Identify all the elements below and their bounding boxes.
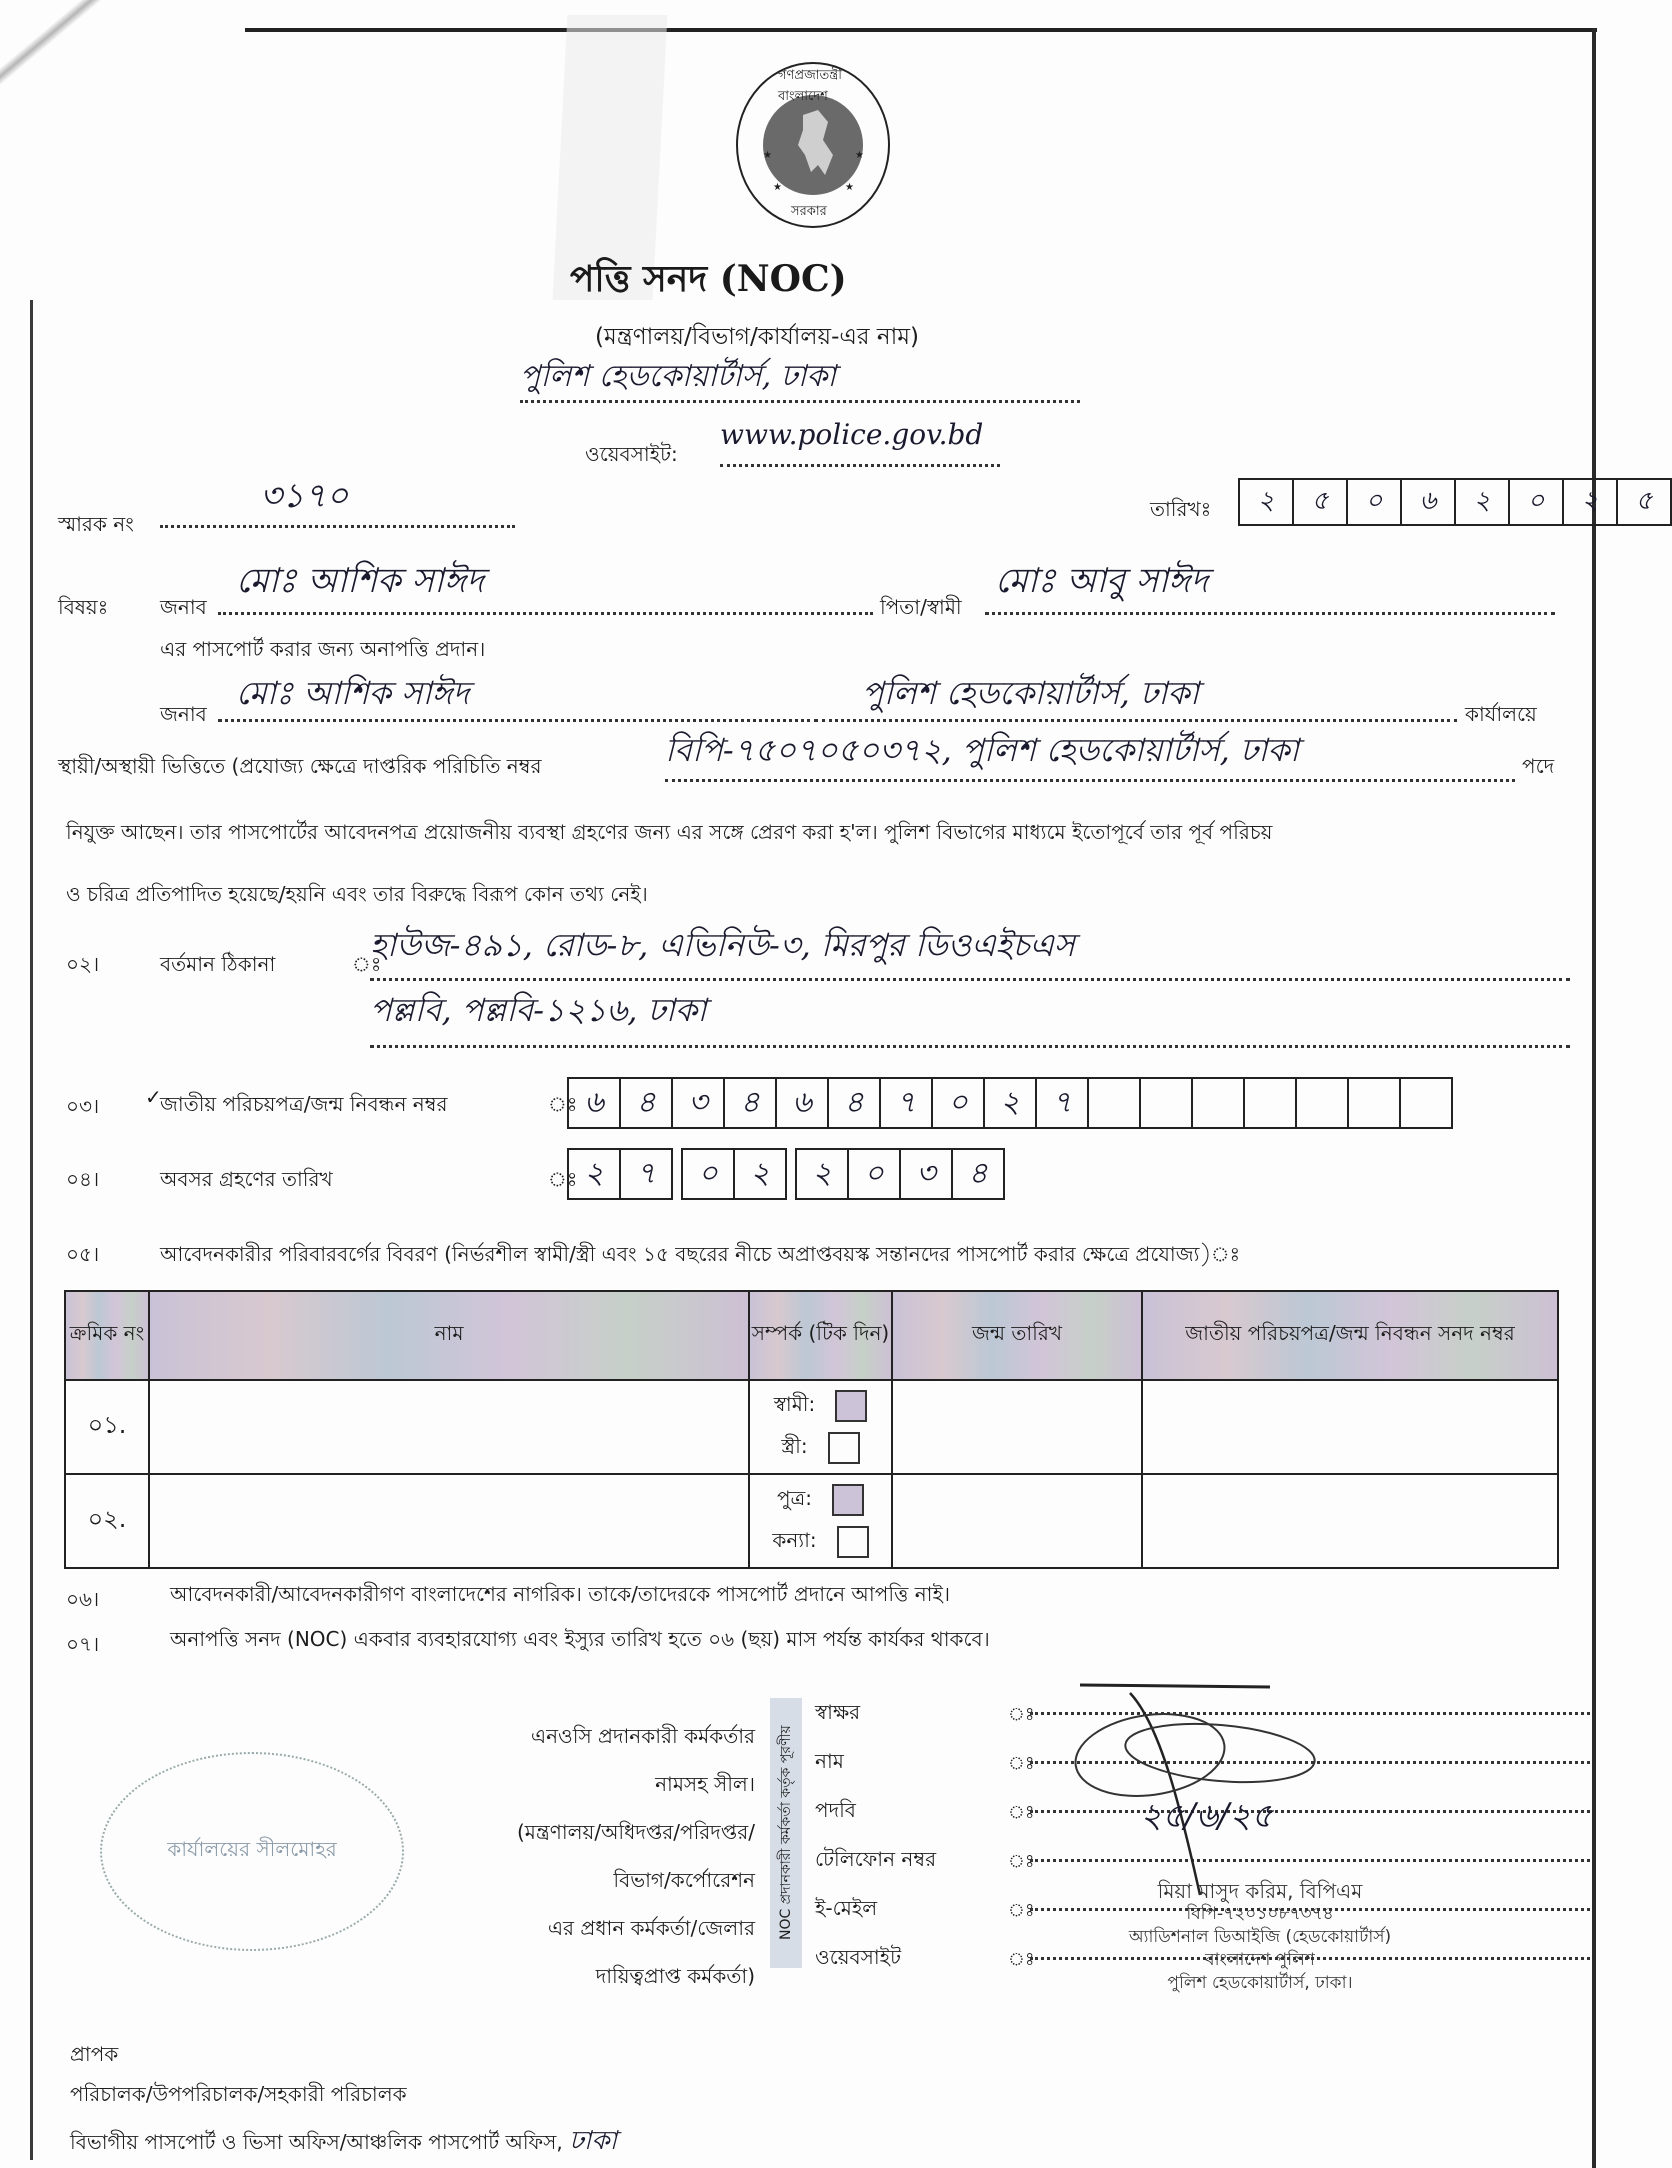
date-digit-box[interactable]: ০ xyxy=(1348,480,1402,524)
field-website-label: ওয়েবসাইট xyxy=(815,1945,901,1969)
stamp-line: অ্যাডিশনাল ডিআইজি (হেডকোয়ার্টার্স) xyxy=(1128,1927,1392,1947)
body-paragraph-2: ও চরিত্র প্রতিপাদিত হয়েছে/হয়নি এবং তার বিরুদ্ধে বিরূপ কোন তথ্য নেই। xyxy=(66,882,648,906)
retirement-day-digit[interactable]: ৭ xyxy=(636,1155,656,1191)
officer-name-stamp xyxy=(1040,1880,1480,1995)
recipient-office: বিভাগীয় পাসপোর্ট ও ভিসা অফিস/আঞ্চলিক পাসপোর্ট অফিস, xyxy=(70,2130,563,2154)
body-name-value: মোঃ আশিক সাঈদ xyxy=(236,674,470,712)
nid-digit-box[interactable] xyxy=(1089,1079,1141,1127)
header-nid: জাতীয় পরিচয়পত্র/জন্ম নিবন্ধন সনদ নম্বর xyxy=(1142,1291,1558,1380)
nid-digit-box[interactable] xyxy=(1349,1079,1401,1127)
retirement-year-boxes[interactable] xyxy=(795,1148,1005,1200)
validity-text: অনাপত্তি সনদ (NOC) একবার ব্যবহারযোগ্য এবং ইস্যুর তারিখ হতে ০৬ (ছয়) মাস পর্যন্ত কার্যকর থাকবে। xyxy=(170,1627,990,1651)
svg-text:★: ★ xyxy=(845,182,854,193)
header-serial: ক্রমিক নং xyxy=(65,1291,149,1380)
officer-left-line: বিভাগ/কর্পোরেশন xyxy=(613,1868,755,1892)
nid-boxes[interactable] xyxy=(567,1077,1453,1129)
relation-label: স্ত্রী: xyxy=(781,1433,808,1458)
document-title: পত্তি সনদ (NOC) xyxy=(570,258,847,300)
father-name-field[interactable] xyxy=(985,555,1555,615)
family-label: আবেদনকারীর পরিবারবর্গের বিবরণ (নির্ভরশীল স্বামী/স্ত্রী এবং ১৫ বছরের নীচে অপ্রাপ্তবয়স্ক সন্তানদের পাসপোর্ট করার ক্ষেত্রে প্রযোজ্য)ঃ xyxy=(160,1242,1241,1266)
nid-digit-box[interactable]: ৬ xyxy=(569,1079,621,1127)
address-line2-field[interactable] xyxy=(370,985,1570,1048)
header-name: নাম xyxy=(149,1291,749,1380)
body-paragraph-1: নিযুক্ত আছেন। তার পাসপোর্টের আবেদনপত্র প্রয়োজনীয় ব্যবস্থা গ্রহণের জন্য এর সঙ্গে প্রেরণ করা হ'ল। পুলিশ বিভাগের মাধ্যমে ইতোপূর্বে তার পূর্ব পরিচয় xyxy=(66,820,1273,844)
ministry-name-value: পুলিশ হেডকোয়ার্টার্স, ঢাকা xyxy=(520,359,837,394)
nid-digit-box[interactable] xyxy=(1401,1079,1451,1127)
table-row xyxy=(65,1474,1558,1568)
page-border-right xyxy=(1592,28,1596,2168)
address-line2-value: পল্লবি, পল্লবি-১২১৬, ঢাকা xyxy=(370,991,707,1029)
website-label: ওয়েবসাইট: xyxy=(585,442,678,466)
date-digit-box[interactable]: ২ xyxy=(1456,480,1510,524)
retirement-number: ০৪। xyxy=(66,1167,100,1191)
date-digit-box[interactable]: ২ xyxy=(1240,480,1294,524)
subject-janab-label: জনাব xyxy=(160,595,207,619)
retirement-month-digit[interactable]: ২ xyxy=(750,1155,770,1191)
header-dob: জন্ম তারিখ xyxy=(892,1291,1142,1380)
relation-label: পুত্র: xyxy=(776,1485,812,1510)
row-name-cell[interactable] xyxy=(149,1474,749,1568)
recipient-city: ঢাকা xyxy=(569,2126,618,2156)
stamp-line: পুলিশ হেডকোয়ার্টার্স, ঢাকা। xyxy=(1167,1973,1353,1993)
subject-line2: এর পাসপোর্ট করার জন্য অনাপত্তি প্রদান। xyxy=(160,637,486,661)
row-serial: ০২. xyxy=(65,1474,149,1568)
date-label: তারিখঃ xyxy=(1150,497,1212,521)
father-label: পিতা/স্বামী xyxy=(880,595,962,619)
nid-colon: ঃ xyxy=(548,1092,578,1116)
row-relation-cell xyxy=(749,1474,892,1568)
family-table xyxy=(64,1290,1559,1569)
nid-label: জাতীয় পরিচয়পত্র/জন্ম নিবন্ধন নম্বর xyxy=(160,1092,448,1116)
retirement-day-digit[interactable]: ২ xyxy=(569,1150,621,1198)
emblem-text-top: গণপ্রজাতন্ত্রী বাংলাদেশ xyxy=(778,68,842,104)
row-serial: ০১. xyxy=(65,1380,149,1474)
stamp-line: বিপি-৭২০১০৮৭৩৭৪ xyxy=(1186,1904,1334,1924)
government-emblem-icon xyxy=(733,60,893,230)
recipient-label: প্রাপক xyxy=(70,2042,119,2066)
paper-fold-crease xyxy=(0,0,266,132)
official-id-field[interactable] xyxy=(665,725,1515,782)
relation-checkbox-husband[interactable] xyxy=(835,1390,867,1422)
header-relation: সম্পর্ক (টিক দিন) xyxy=(749,1291,892,1380)
retirement-year-digit[interactable]: ২ xyxy=(797,1150,849,1198)
officer-left-line: এর প্রধান কর্মকর্তা/জেলার xyxy=(547,1916,755,1940)
svg-text:★: ★ xyxy=(773,182,782,193)
noc-officer-vertical-label: NOC প্রদানকারী কর্মকর্তা কর্তৃক পূরণীয় xyxy=(770,1698,802,1968)
retirement-colon: ঃ xyxy=(548,1167,578,1191)
nid-digit-box[interactable] xyxy=(1193,1079,1245,1127)
svg-text:★: ★ xyxy=(855,150,864,161)
nid-digit-box[interactable]: ৩ xyxy=(673,1079,725,1127)
address-label: বর্তমান ঠিকানা xyxy=(160,952,276,976)
relation-checkbox-daughter[interactable] xyxy=(837,1526,869,1558)
nid-digit-box[interactable]: ৭ xyxy=(1037,1079,1089,1127)
date-digit-box[interactable]: ০ xyxy=(1510,480,1564,524)
office-suffix: কার্যালয়ে xyxy=(1465,702,1537,726)
field-signature-label: স্বাক্ষর xyxy=(815,1700,861,1724)
date-digit-box[interactable]: ৫ xyxy=(1635,486,1653,516)
date-digit-box[interactable]: ৫ xyxy=(1294,480,1348,524)
officer-left-line: এনওসি প্রদানকারী কর্মকর্তার xyxy=(530,1724,755,1748)
id-prefix-text: স্থায়ী/অস্থায়ী ভিত্তিতে (প্রযোজ্য ক্ষেত্রে দাপ্তরিক পরিচিতি নম্বর xyxy=(58,754,542,778)
applicant-name-field[interactable] xyxy=(218,555,873,615)
office-value: পুলিশ হেডকোয়ার্টার্স, ঢাকা xyxy=(862,674,1200,712)
body-janab-label: জনাব xyxy=(160,702,207,726)
memo-label: স্মারক নং xyxy=(58,512,134,536)
row-relation-cell xyxy=(749,1380,892,1474)
field-telephone-label: টেলিফোন নম্বর xyxy=(815,1847,937,1871)
retirement-date-boxes[interactable] xyxy=(567,1148,1005,1200)
stamp-line: বাংলাদেশ পুলিশ xyxy=(1205,1950,1315,1970)
relation-checkbox-wife[interactable] xyxy=(828,1432,860,1464)
nid-number: ০৩। xyxy=(66,1094,100,1118)
page-border-top xyxy=(245,28,1597,32)
emblem-text-bottom: সরকার xyxy=(791,204,827,219)
website-field[interactable] xyxy=(720,418,1000,467)
field-email-label: ই-মেইল xyxy=(815,1896,878,1920)
seal-text: কার্যালয়ের সীলমোহর xyxy=(167,1837,337,1861)
document-subtitle: (মন্ত্রণালয়/বিভাগ/কার্যালয়-এর নাম) xyxy=(595,324,920,350)
recipient-line2 xyxy=(70,2120,617,2164)
memo-number-field[interactable] xyxy=(160,470,515,528)
relation-label: স্বামী: xyxy=(773,1391,816,1416)
address-colon: ঃ xyxy=(352,952,382,976)
retirement-year-digit[interactable]: ০ xyxy=(849,1150,901,1198)
row-dob-cell[interactable] xyxy=(892,1474,1142,1568)
officer-left-labels xyxy=(340,1712,755,2000)
citizen-text: আবেদনকারী/আবেদনকারীগণ বাংলাদেশের নাগরিক। তাকে/তাদেরকে পাসপোর্ট প্রদানে আপত্তি নাই। xyxy=(170,1582,951,1606)
retirement-year-digit[interactable]: ৪ xyxy=(968,1155,988,1191)
citizen-number: ০৬। xyxy=(66,1587,100,1611)
nid-digit-box[interactable]: ০ xyxy=(933,1079,985,1127)
officer-left-line: নামসহ সীল। xyxy=(655,1772,755,1796)
nid-digit-box[interactable]: ২ xyxy=(985,1079,1037,1127)
officer-signature-icon xyxy=(1040,1665,1340,1909)
website-value: www.police.gov.bd xyxy=(720,418,984,451)
nid-digit-box[interactable] xyxy=(1245,1079,1297,1127)
officer-field-labels xyxy=(815,1688,936,1982)
row-nid-cell[interactable] xyxy=(1142,1474,1558,1568)
address-line1-value: হাউজ-৪৯১, রোড-৮, এভিনিউ-৩, মিরপুর ডিওএইচএস xyxy=(370,926,1075,964)
field-name-label: নাম xyxy=(815,1749,844,1773)
nid-digit-box[interactable]: ৪ xyxy=(621,1079,673,1127)
id-suffix: পদে xyxy=(1522,754,1555,778)
nid-digit-box[interactable] xyxy=(1297,1079,1349,1127)
retirement-month-boxes[interactable] xyxy=(681,1148,787,1200)
address-line1-field[interactable] xyxy=(370,920,1570,981)
relation-label: কন্যা: xyxy=(772,1527,817,1552)
row-name-cell[interactable] xyxy=(149,1380,749,1474)
row-nid-cell[interactable] xyxy=(1142,1380,1558,1474)
memo-number-value: ৩১৭০ xyxy=(260,476,349,516)
nid-digit-box[interactable]: ৪ xyxy=(829,1079,881,1127)
officer-left-line: (মন্ত্রণালয়/অধিদপ্তর/পরিদপ্তর/ xyxy=(516,1820,755,1844)
family-number: ০৫। xyxy=(66,1242,100,1266)
address-number: ০২। xyxy=(66,952,100,976)
row-dob-cell[interactable] xyxy=(892,1380,1142,1474)
nid-digit-box[interactable]: ৪ xyxy=(725,1079,777,1127)
page-border-left xyxy=(30,300,33,2160)
date-boxes[interactable] xyxy=(1238,478,1672,526)
officer-field-colons: ঃ ঃ ঃ ঃ ঃ ঃ xyxy=(1008,1704,1035,1970)
officer-left-line: দায়িত্বপ্রাপ্ত কর্মকর্তা) xyxy=(595,1964,755,1988)
retirement-label: অবসর গ্রহণের তারিখ xyxy=(160,1167,333,1191)
retirement-month-digit[interactable]: ০ xyxy=(683,1150,735,1198)
relation-checkbox-son[interactable] xyxy=(832,1484,864,1516)
applicant-name-value: মোঃ আশিক সাঈদ xyxy=(236,561,484,601)
validity-number: ০৭। xyxy=(66,1632,100,1656)
body-name-field[interactable] xyxy=(218,668,818,722)
signature-date: ২৫/৬/২৫ xyxy=(1140,1796,1274,1836)
father-name-value: মোঃ আবু সাঈদ xyxy=(995,561,1209,601)
recipient-line1: পরিচালক/উপপরিচালক/সহকারী পরিচালক xyxy=(70,2082,407,2106)
nid-digit-box[interactable]: ৭ xyxy=(881,1079,933,1127)
official-id-value: বিপি-৭৫০৭০৫০৩৭২, পুলিশ হেডকোয়ার্টার্স, ঢাকা xyxy=(665,731,1300,769)
ministry-name-field[interactable] xyxy=(520,352,1080,403)
retirement-year-digit[interactable]: ৩ xyxy=(901,1150,953,1198)
nid-digit-box[interactable] xyxy=(1141,1079,1193,1127)
retirement-day-boxes[interactable] xyxy=(567,1148,673,1200)
nid-digit-box[interactable]: ৬ xyxy=(777,1079,829,1127)
svg-text:★: ★ xyxy=(763,150,772,161)
stamp-line: মিয়া মাসুদ করিম, বিপিএম xyxy=(1157,1879,1363,1903)
office-field[interactable] xyxy=(822,668,1457,722)
family-table-header xyxy=(65,1291,1558,1380)
date-digit-box[interactable]: ৬ xyxy=(1402,480,1456,524)
table-row xyxy=(65,1380,1558,1474)
field-designation-label: পদবি xyxy=(815,1798,856,1822)
subject-label: বিষয়ঃ xyxy=(58,595,109,619)
nid-tick-mark: ✓ xyxy=(145,1085,162,1109)
date-digit-box[interactable]: ২ xyxy=(1564,480,1618,524)
